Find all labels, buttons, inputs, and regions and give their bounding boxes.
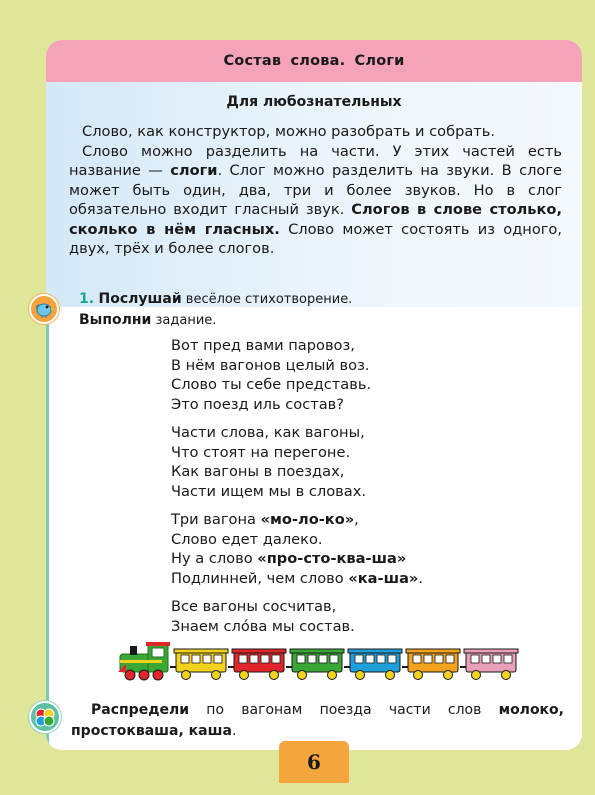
poem-line: Все вагоны сосчитав,	[171, 598, 337, 615]
poem-line	[171, 569, 423, 589]
poem-line: Знаем сло́ва мы состав.	[171, 617, 355, 635]
colors-icon	[29, 701, 61, 733]
poem-line: Слово едет далеко.	[171, 530, 323, 548]
exercise-2-instruction	[71, 700, 564, 742]
exercise-verb: Распредели	[91, 702, 190, 718]
poem-line: Как вагоны в поездах,	[171, 463, 345, 480]
wagon	[170, 649, 228, 680]
poem-text: Ну а слово	[171, 550, 258, 567]
exercise-1-instruction	[79, 289, 559, 331]
info-paragraph-2	[69, 142, 562, 259]
poem-line	[171, 510, 423, 530]
wagon	[228, 649, 286, 680]
poem-line: Части слова, как вагоны,	[171, 424, 365, 441]
exercise-number: 1.	[79, 291, 95, 307]
wagon	[286, 649, 344, 680]
margin-line	[46, 308, 49, 750]
info-text-span: . Слог можно разделить на звуки. В слоге может быть один, два, три и более звуков. Но в слог обязательно входит гласный звук.	[69, 162, 562, 218]
locomotive-icon	[118, 642, 170, 680]
poem-word-syllables: «про-сто-ква-ша»	[257, 550, 407, 567]
poem-line: Это поезд иль состав?	[171, 395, 345, 413]
info-bold-term: слоги	[170, 162, 218, 179]
poem-text: ,	[354, 511, 359, 528]
poem-line: Что стоят на перегоне.	[171, 443, 351, 461]
poem-stanza-2	[171, 423, 423, 501]
info-box	[46, 82, 582, 307]
wagon	[344, 649, 402, 680]
exercise-text: .	[231, 723, 237, 739]
info-text	[69, 122, 562, 259]
exercise-words: молоко, простокваша, каша	[71, 702, 564, 739]
poem-line: Вот пред вами паровоз,	[171, 337, 355, 354]
info-text-span: Слово может состоять из одного, двух, трёх и более слогов.	[69, 220, 562, 257]
info-title: Для любознательных	[226, 94, 402, 110]
exercise-2-line	[71, 700, 564, 742]
poem-word-syllables: «мо-ло-ко»	[260, 511, 355, 528]
page-number: 6	[279, 741, 349, 783]
wagon	[402, 649, 460, 680]
exercise-text: задание.	[151, 313, 217, 328]
exercise-text: весёлое стихотворение.	[181, 292, 353, 307]
exercise-verb: Выполни	[79, 312, 152, 328]
exercise-text: по вагонам поезда части слов	[189, 702, 499, 718]
poem-text: Подлинней, чем слово	[171, 569, 349, 587]
poem-line: В нём вагонов целый воз.	[171, 356, 370, 374]
info-text-span: Слово можно разделить на части. У этих частей есть название —	[69, 142, 562, 179]
train-illustration	[118, 640, 528, 682]
info-bold-rule: Слогов в слове столько, сколько в нём гласных.	[69, 201, 562, 238]
info-paragraph-1: Слово, как конструктор, можно разобрать и собрать.	[82, 123, 496, 140]
poem-stanza-4	[171, 597, 423, 636]
page-title: Состав слова. Слоги	[46, 40, 582, 82]
poem-line	[171, 549, 423, 569]
wagon	[460, 649, 518, 680]
poem	[171, 336, 423, 645]
poem-text: Три вагона	[171, 511, 261, 528]
bird-icon	[29, 294, 59, 324]
poem-line: Части ищем мы в словах.	[171, 482, 366, 500]
poem-text: .	[418, 569, 423, 587]
poem-stanza-3	[171, 510, 423, 588]
poem-line: Слово ты себе представь.	[171, 376, 372, 393]
poem-word-syllables: «ка-ша»	[348, 569, 419, 587]
poem-stanza-1	[171, 336, 423, 414]
exercise-verb: Послушай	[98, 291, 182, 307]
